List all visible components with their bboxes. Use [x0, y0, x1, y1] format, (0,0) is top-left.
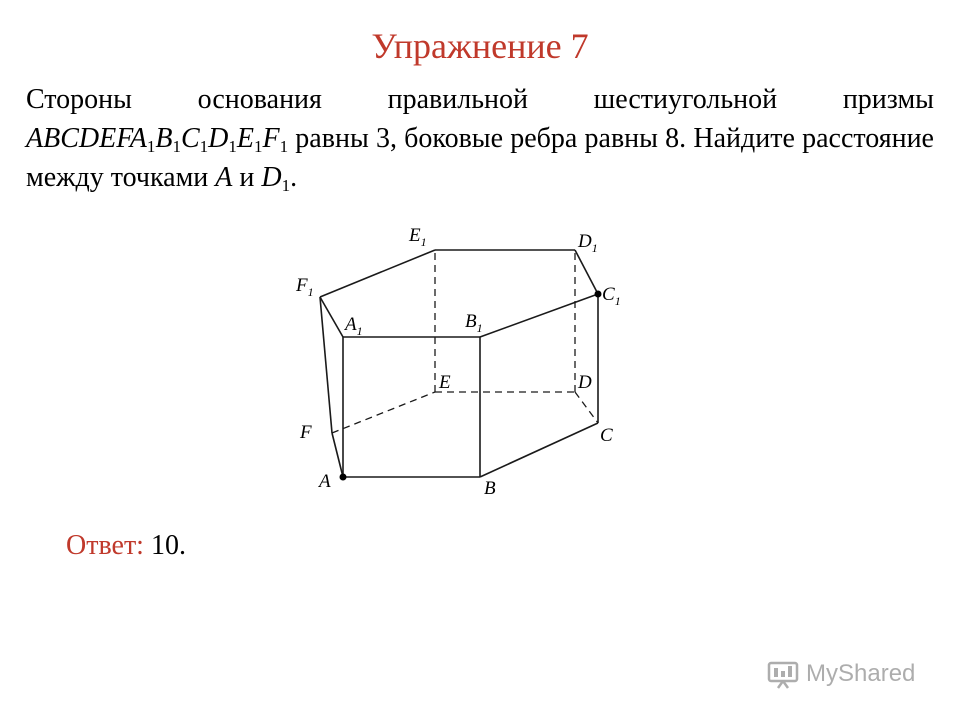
label-d1: $D_1$	[578, 231, 598, 255]
problem-line-1: Стороны основания правильной шестиугольной призмы	[26, 84, 934, 115]
answer-value: 10.	[143, 530, 186, 561]
label-e1: $E_1$	[409, 225, 427, 249]
watermark	[766, 656, 915, 692]
prism-name: $ABCDEFA_1B_1C_1D_1E_1F_1$	[26, 123, 289, 156]
label-c: C	[600, 425, 613, 446]
problem-statement	[26, 80, 934, 197]
label-c1: $C_1$	[602, 284, 621, 308]
hidden-edge-f-e	[332, 392, 435, 433]
point-c1-dot	[595, 291, 602, 298]
prism-figure	[280, 215, 640, 505]
answer-label: Ответ:	[66, 530, 144, 561]
label-e: E	[439, 372, 451, 393]
slide-title: Упражнение 7	[371, 26, 589, 66]
hidden-edge-d-c	[575, 392, 598, 423]
answer	[66, 528, 186, 564]
hexagonal-prism-diagram	[280, 215, 640, 505]
label-f: F	[300, 422, 312, 443]
label-f1: $F_1$	[296, 275, 314, 299]
edge-f-a	[332, 433, 343, 477]
label-d: D	[578, 372, 592, 393]
point-a: A	[215, 162, 233, 193]
edge-c1-d1	[575, 250, 598, 294]
problem-text-conditions: равны 3, боковые ребра равны 8. Найдите	[288, 123, 795, 154]
edge-f-f1	[320, 297, 332, 433]
presentation-icon	[766, 659, 800, 689]
label-b: B	[484, 478, 496, 499]
problem-line-3: расстояние между точками A и $D_1$.	[26, 123, 934, 195]
edge-b1-c1	[480, 294, 598, 337]
label-b1: $B_1$	[465, 311, 483, 335]
point-a-dot	[340, 474, 347, 481]
label-a: A	[319, 471, 331, 492]
edge-b-c	[480, 423, 598, 477]
watermark-text: MyShared	[806, 660, 916, 687]
point-d1: $D_1$	[261, 162, 291, 195]
label-a1: $A_1$	[345, 314, 363, 338]
edge-e1-f1	[320, 250, 435, 297]
